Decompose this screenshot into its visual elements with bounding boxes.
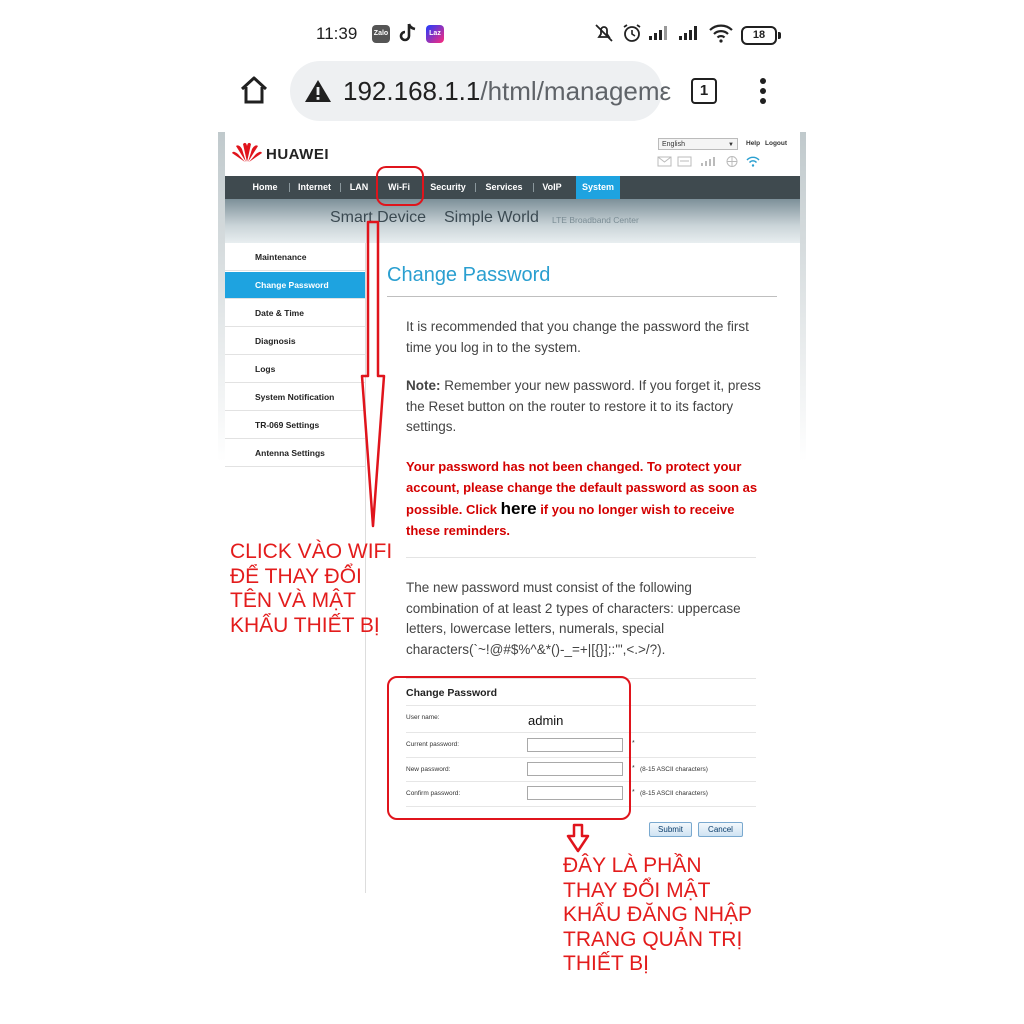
nav-home[interactable]: Home [252,182,278,192]
password-warning [406,456,766,541]
password-rules: The new password must consist of the following combination of at least 2 types of characters: uppercase letters, lowercase letters, numerals, special characters(`~!@#$%^&*()-_=+|[{}];:'",<.>/?). [406,580,741,657]
current-password-label: Current password: [406,741,460,748]
url-host: 192.168.1.1 [343,76,481,106]
sidebar-item-date-time[interactable]: Date & Time [225,300,365,327]
nav-voip[interactable]: VoIP [542,182,562,192]
logout-link[interactable]: Logout [765,140,788,147]
down-arrow-icon [566,823,590,858]
slogan-lte: LTE Broadband Center [552,215,639,225]
sidebar-item-system-notification[interactable]: System Notification [225,384,365,411]
password-annotation: ĐÂY LÀ PHẦN THAY ĐỔI MẬT KHẨU ĐĂNG NHẬP TRANG QUẢN TRỊ THIẾT BỊ [563,854,753,975]
page-shadow-right [800,132,806,462]
new-password-hint: (8-15 ASCII characters) [640,766,708,773]
tiktok-app-icon [398,22,418,49]
username-label: User name: [406,714,440,721]
nav-separator [533,183,534,192]
url-path: /html/managemε [480,76,672,106]
warning-part-2: if you no longer wish to receive these reminders. [406,502,735,538]
url-text[interactable] [343,76,672,107]
home-icon[interactable] [238,74,270,111]
brand-name: HUAWEI [266,146,329,163]
page-shadow-left [218,132,225,462]
form-highlight-box [387,676,631,820]
submit-button[interactable]: Submit [649,822,692,837]
confirm-password-hint: (8-15 ASCII characters) [640,790,708,797]
status-time: 11:39 [316,24,358,43]
language-value: English [662,141,685,148]
sidebar-item-diagnosis[interactable]: Diagnosis [225,328,365,355]
zalo-app-icon: Zalo [372,25,390,43]
language-select[interactable] [658,138,738,150]
nav-wifi[interactable]: Wi-Fi [388,182,410,192]
nav-services[interactable]: Services [485,182,523,192]
sidebar-item-change-password[interactable]: Change Password [225,272,365,299]
warning-icon[interactable] [304,78,332,109]
help-link[interactable]: Help [746,140,761,147]
wifi-status-icon [708,23,734,48]
required-mark: * [632,740,635,747]
section-divider [406,557,756,558]
mute-icon [593,23,615,48]
note-body: Remember your new password. If you forget it, press the Reset button on the router to restore it to its factory settings. [406,378,761,434]
required-mark: * [632,765,635,772]
cancel-button[interactable]: Cancel [698,822,743,837]
nav-internet[interactable]: Internet [297,182,331,192]
slogan-simple-world: Simple World [444,209,539,226]
more-options-icon[interactable] [758,77,768,110]
battery-indicator: 18 [741,26,777,45]
intro-text: It is recommended that you change the password the first time you log in to the system. [406,319,749,355]
chevron-down-icon: ▼ [728,142,734,148]
note-label: Note: [406,378,441,393]
confirm-password-label: Confirm password: [406,790,461,797]
wifi-highlight-box [376,166,424,206]
nav-separator [475,183,476,192]
lazada-app-icon: Laz [426,25,444,43]
nav-lan[interactable]: LAN [349,182,369,192]
sidebar-item-maintenance[interactable]: Maintenance [225,244,365,271]
new-password-label: New password: [406,766,451,773]
sidebar-item-tr069[interactable]: TR-069 Settings [225,412,365,439]
page-title: Change Password [387,264,551,286]
slogan-smart-device: Smart Device [330,209,427,226]
huawei-logo-icon [230,140,264,169]
sidebar-item-antenna[interactable]: Antenna Settings [225,440,365,467]
nav-separator [340,183,341,192]
note-text [406,376,766,438]
status-icons [657,155,767,173]
alarm-icon [621,23,643,48]
wifi-annotation: CLICK VÀO WIFI ĐỂ THAY ĐỔI TÊN VÀ MẬT KHẨU THIẾT BỊ [230,540,393,637]
down-arrow-icon [360,220,386,533]
signal-icon [648,25,672,46]
sidebar-item-logs[interactable]: Logs [225,356,365,383]
form-title: Change Password [406,687,498,699]
required-mark: * [632,789,635,796]
tab-switcher-button[interactable]: 1 [691,78,717,104]
warning-part-1: Your password has not been changed. To protect your account, please change the default password as soon as possible. Click [406,459,758,517]
signal-icon-2 [678,25,702,46]
nav-security[interactable]: Security [430,182,466,192]
username-value: admin [528,713,564,728]
nav-separator [289,183,290,192]
nav-system[interactable]: System [576,176,620,199]
title-divider [387,296,777,297]
here-link[interactable]: here [500,499,537,518]
